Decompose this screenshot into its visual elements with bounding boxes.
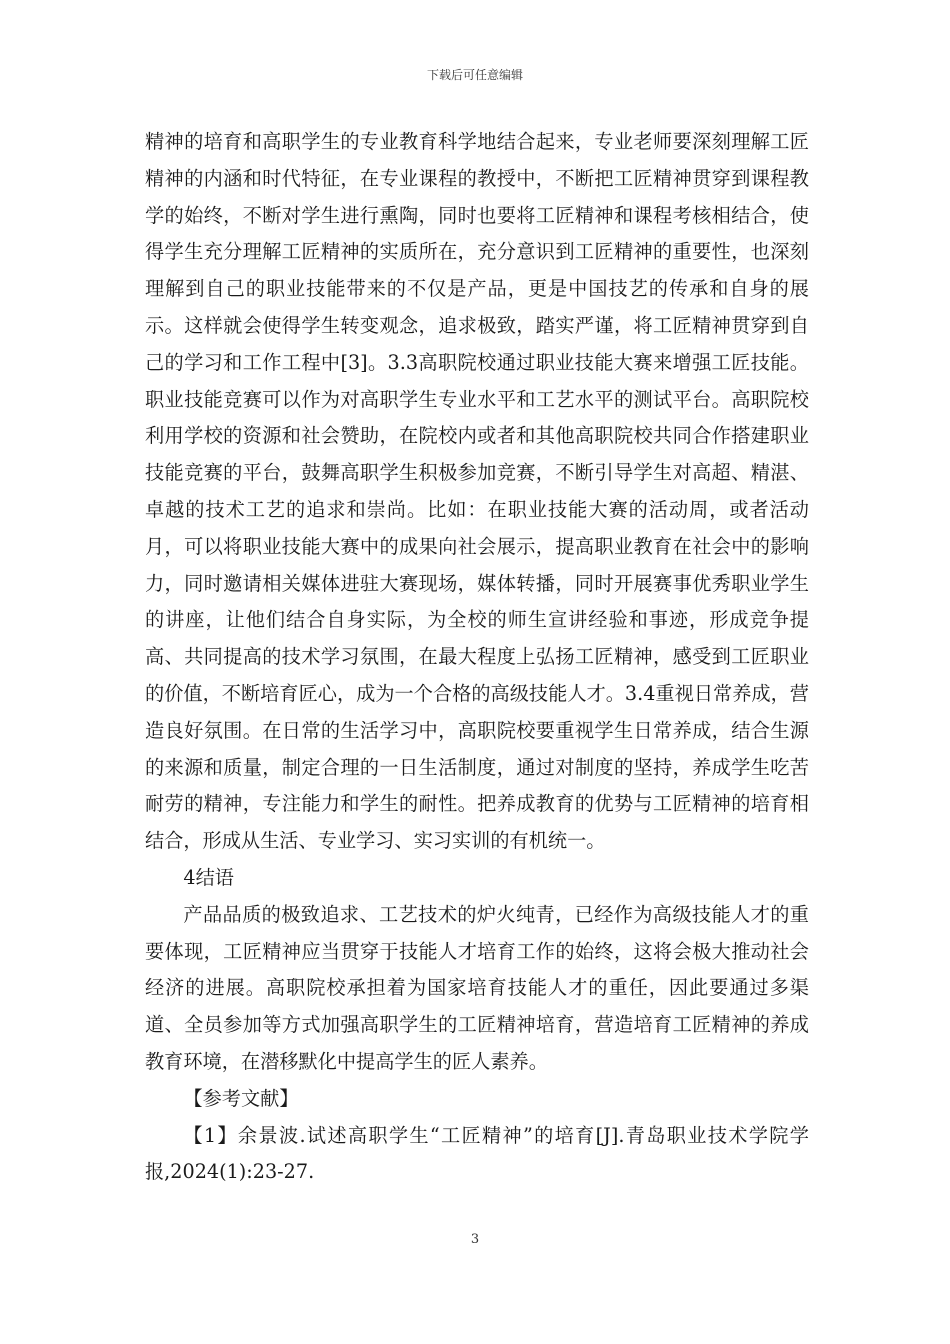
body-paragraph-conclusion: 产品品质的极致追求、工艺技术的炉火纯青，已经作为高级技能人才的重要体现，工匠精神应当贯穿于技能人才培育工作的始终，这将会极大推动社会经济的进展。高职院校承担着为国家培育技能人才的重任，因此要通过多渠道、全员参加等方式加强高职学生的工匠精神培育，营造培育工匠精神的养成教育环境，在潜移默化中提高学生的匠人素养。 xyxy=(145,902,809,1073)
page-header: 下载后可任意编辑 xyxy=(426,68,523,82)
document-body xyxy=(145,124,809,1191)
references-heading: 【参考文献】 xyxy=(183,1086,299,1110)
body-paragraph-continued: 精神的培育和高职学生的专业教育科学地结合起来，专业老师要深刻理解工匠精神的内涵和时代特征，在专业课程的教授中，不断把工匠精神贯穿到课程教学的始终，不断对学生进行熏陶，同时也要将工匠精神和课程考核相结合，使得学生充分理解工匠精神的实质所在，充分意识到工匠精神的重要性，也深刻理解到自己的职业技能带来的不仅是产品，更是中国技艺的传承和自身的展示。这样就会使得学生转变观念，追求极致，踏实严谨，将工匠精神贯穿到自己的学习和工作工程中[3]。3.3高职院校通过职业技能大赛来增强工匠技能。职业技能竞赛可以作为对高职学生专业水平和工艺水平的测试平台。高职院校利用学校的资源和社会赞助，在院校内或者和其他高职院校共同合作搭建职业技能竞赛的平台，鼓舞高职学生积极参加竞赛，不断引导学生对高超、精湛、卓越的技术工艺的追求和崇尚。比如：在职业技能大赛的活动周，或者活动月，可以将职业技能大赛中的成果向社会展示，提高职业教育在社会中的影响力，同时邀请相关媒体进驻大赛现场，媒体转播，同时开展赛事优秀职业学生的讲座，让他们结合自身实际，为全校的师生宣讲经验和事迹，形成竞争提高、共同提高的技术学习氛围，在最大程度上弘扬工匠精神，感受到工匠职业的价值，不断培育匠心，成为一个合格的高级技能人才。3.4重视日常养成，营造良好氛围。在日常的生活学习中，高职院校要重视学生日常养成，结合生源的来源和质量，制定合理的一日生活制度，通过对制度的坚持，养成学生吃苦耐劳的精神，专注能力和学生的耐性。把养成教育的优势与工匠精神的培育相结合，形成从生活、专业学习、实习实训的有机统一。 xyxy=(145,130,809,853)
page-number: 3 xyxy=(470,1232,480,1247)
reference-item: 【1】余景波.试述高职学生“工匠精神”的培育[J].青岛职业技术学院学报,2024(1):23-27. xyxy=(145,1123,809,1184)
section-heading-conclusion: 4结语 xyxy=(183,865,234,889)
